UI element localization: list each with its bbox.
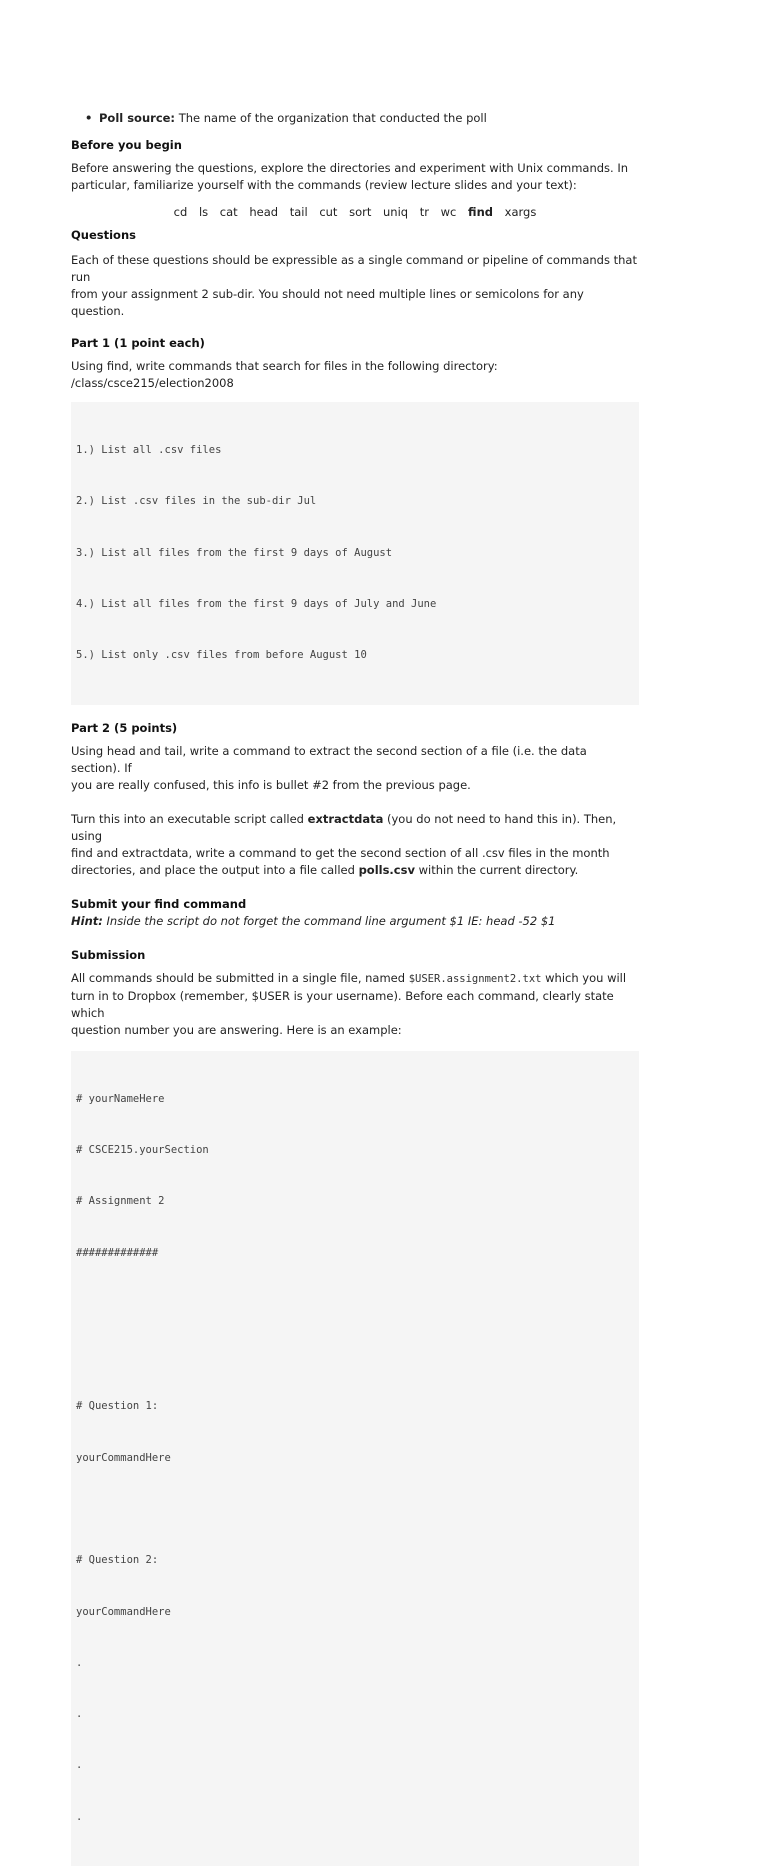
- part1-heading: Part 1 (1 point each): [71, 336, 205, 350]
- part1-item: 4.) List all files from the first 9 days of July and June: [76, 598, 437, 611]
- submission-line1-a: All commands should be submitted in a single file, named: [71, 970, 409, 985]
- extractdata-term: extractdata: [307, 811, 384, 826]
- part2-p2-line-2: find and extractdata, write a command to get the second section of all .csv files in the month: [71, 845, 610, 860]
- example-line: .: [76, 1810, 83, 1823]
- example-line: # Question 2:: [76, 1554, 159, 1567]
- submission-heading: Submission: [71, 947, 146, 962]
- example-line: .: [76, 1759, 83, 1772]
- questions-line-2: from your assignment 2 sub-dir. You should not need multiple lines or semicolons for any question.: [71, 287, 584, 318]
- example-line: # CSCE215.yourSection: [76, 1144, 209, 1157]
- part1-intro: Using find, write commands that search for files in the following directory: /class/csce215/election2008: [71, 359, 498, 390]
- hint-text: Inside the script do not forget the command line argument $1 IE: head -52 $1: [102, 913, 556, 928]
- example-line: .: [76, 1656, 83, 1669]
- command-cut: cut: [319, 205, 338, 219]
- submission-line-2: turn in to Dropbox (remember, $USER is your username). Before each command, clearly state which: [71, 988, 614, 1020]
- example-line: # yourNameHere: [76, 1092, 165, 1105]
- part2-p2-line-1: [71, 811, 639, 845]
- part2-p1-line-2: you are really confused, this info is bullet #2 from the previous page.: [71, 777, 471, 792]
- command-uniq: uniq: [383, 205, 409, 219]
- before-line-2: particular, familiarize yourself with the commands (review lecture slides and your text):: [71, 178, 577, 192]
- command-cd: cd: [173, 205, 188, 219]
- questions-line-1: Each of these questions should be expressible as a single command or pipeline of commands that run: [71, 253, 637, 284]
- part2-p2-text-a: Turn this into an executable script called: [71, 811, 308, 826]
- command-cat: cat: [219, 205, 238, 219]
- command-tail: tail: [289, 205, 308, 219]
- example-line: yourCommandHere: [76, 1451, 171, 1464]
- example-line: # Question 1:: [76, 1400, 159, 1413]
- hint-label: Hint:: [71, 913, 103, 928]
- command-ls: ls: [198, 205, 209, 219]
- submission-line-3: question number you are answering. Here is an example:: [71, 1022, 402, 1037]
- submission-line-1: [71, 970, 639, 988]
- example-line: #############: [76, 1246, 159, 1259]
- part1-item: 2.) List .csv files in the sub-dir Jul: [76, 495, 317, 508]
- part1-code-block: [71, 402, 639, 705]
- part2-p2-text-c: (you do not need to hand this in). Then, using: [71, 811, 617, 843]
- poll-source-label: Poll source:: [99, 111, 176, 125]
- command-list: [71, 204, 639, 221]
- example-code-block: [71, 1051, 639, 1866]
- poll-source-text: The name of the organization that conducted the poll: [175, 111, 487, 125]
- command-xargs: xargs: [504, 205, 537, 219]
- part1-item: 1.) List all .csv files: [76, 444, 222, 457]
- command-tr: tr: [419, 205, 429, 219]
- example-line: .: [76, 1708, 83, 1721]
- example-line: [76, 1296, 634, 1313]
- document-page: [71, 104, 639, 1866]
- part2-p2-line3-c: within the current directory.: [414, 862, 579, 877]
- command-head: head: [249, 205, 279, 219]
- before-line-1: Before answering the questions, explore the directories and experiment with Unix commands. In: [71, 161, 629, 175]
- example-line: yourCommandHere: [76, 1605, 171, 1618]
- before-heading: Before you begin: [71, 138, 182, 152]
- submit-find-heading: Submit your find command: [71, 896, 247, 911]
- part1-item: 3.) List all files from the first 9 days of August: [76, 546, 393, 559]
- example-line: [76, 1501, 634, 1518]
- command-wc: wc: [440, 205, 457, 219]
- command-find: find: [468, 205, 493, 219]
- example-line: [76, 1347, 634, 1364]
- hint-line: [71, 913, 639, 930]
- command-sort: sort: [349, 205, 372, 219]
- filename-code: $USER.assignment2.txt: [408, 972, 542, 985]
- poll-source-bullet: [71, 110, 639, 127]
- part2-heading: Part 2 (5 points): [71, 720, 178, 735]
- part2-p2-line3-a: directories, and place the output into a file called: [71, 862, 359, 877]
- bullet-dot: •: [85, 111, 93, 125]
- example-line: # Assignment 2: [76, 1195, 165, 1208]
- polls-csv-term: polls.csv: [358, 862, 415, 877]
- submission-line1-b: which you will: [541, 970, 627, 985]
- part1-item: 5.) List only .csv files from before August 10: [76, 649, 367, 662]
- part2-p1-line-1: Using head and tail, write a command to extract the second section of a file (i.e. the data section). If: [71, 743, 587, 775]
- part2-p2-line-3: [71, 862, 639, 879]
- questions-heading: Questions: [71, 228, 136, 242]
